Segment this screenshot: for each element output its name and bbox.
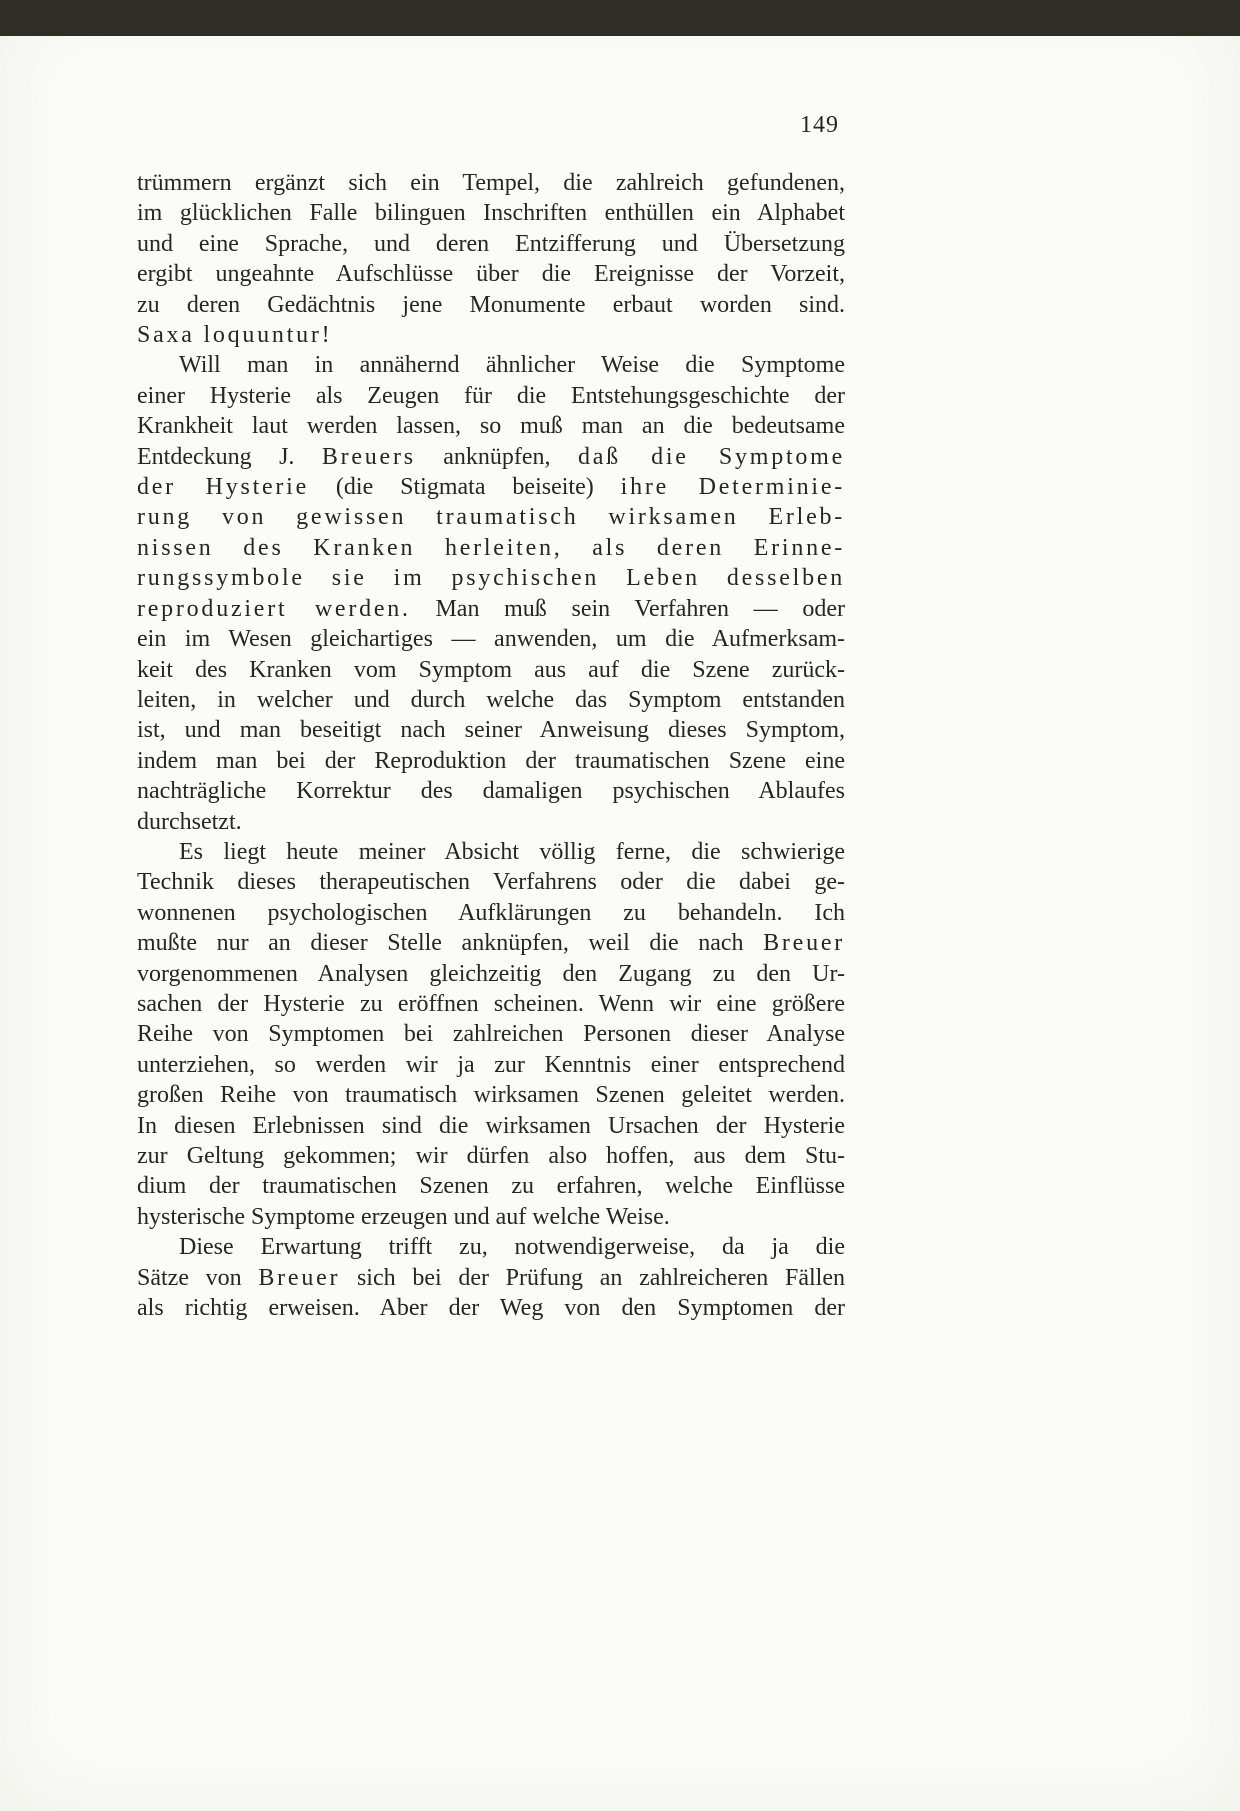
text-segment: trümmern ergänzt sich ein Tempel, die zahlreich gefundenen, (137, 170, 845, 196)
text-line (137, 1202, 845, 1232)
text-line (137, 168, 845, 198)
text-segment: ist, und man beseitigt nach seiner Anweisung dieses Symptom, (137, 717, 845, 744)
emphasized-spaced-text: Breuer (763, 930, 845, 957)
text-segment: durchsetzt. (137, 808, 242, 835)
text-segment: In diesen Erlebnissen sind die wirksamen Ursachen der Hysterie (137, 1112, 845, 1139)
text-segment: zu deren Gedächtnis jene Monumente erbaut worden sind. (137, 291, 845, 318)
text-line (137, 1141, 845, 1171)
text-line (137, 290, 845, 320)
text-segment: Diese Erwartung trifft zu, notwendigerweise, da ja die (179, 1234, 845, 1261)
emphasized-spaced-text: reproduziert werden. (137, 595, 411, 622)
emphasized-spaced-text: Breuer (258, 1264, 341, 1291)
text-segment: keit des Kranken vom Symptom aus auf die Szene zurück- (137, 656, 845, 683)
paragraph (137, 350, 845, 837)
text-segment: Reihe von Symptomen bei zahlreichen Personen dieser Analyse (137, 1021, 845, 1048)
text-segment: Man muß sein Verfahren — oder (410, 595, 845, 622)
text-line (137, 533, 845, 563)
emphasized-spaced-text: Breuers (321, 443, 416, 470)
text-line (137, 746, 845, 776)
text-segment: großen Reihe von traumatisch wirksamen Szenen geleitet werden. (137, 1082, 845, 1109)
emphasized-spaced-text: daß die Symptome (577, 443, 845, 470)
text-line (137, 837, 845, 867)
text-line (137, 259, 845, 289)
text-line (137, 411, 845, 441)
text-line (137, 472, 845, 502)
text-line (137, 807, 845, 837)
text-line (137, 1232, 845, 1262)
text-segment: (die Stigmata beiseite) (309, 474, 621, 501)
text-segment: hysterische Symptome erzeugen und auf welche Weise. (137, 1203, 670, 1230)
text-segment: und eine Sprache, und deren Entzifferung und Übersetzung (137, 230, 845, 257)
scan-top-band (0, 0, 1240, 36)
text-line (137, 381, 845, 411)
emphasized-spaced-text: nissen des Kranken herleiten, als deren Erinne- (137, 534, 845, 561)
text-line (137, 229, 845, 259)
text-segment: zur Geltung gekommen; wir dürfen also hoffen, aus dem Stu- (137, 1143, 845, 1169)
text-segment: ergibt ungeahnte Aufschlüsse über die Ereignisse der Vorzeit, (137, 261, 845, 288)
text-segment: mußte nur an dieser Stelle anknüpfen, weil die nach (137, 930, 764, 957)
text-line (137, 776, 845, 806)
emphasized-spaced-text: Saxa loquuntur! (137, 322, 333, 349)
text-segment: als richtig erweisen. Aber der Weg von den Symptomen der (137, 1295, 845, 1322)
text-block (137, 168, 845, 1323)
text-line (137, 959, 845, 989)
text-line (137, 898, 845, 928)
text-line (137, 594, 845, 624)
text-line (137, 1293, 845, 1323)
text-line (137, 350, 845, 380)
text-segment: sachen der Hysterie zu eröffnen scheinen. Wenn wir eine größere (137, 990, 845, 1017)
text-line (137, 685, 845, 715)
text-line (137, 867, 845, 897)
text-line (137, 442, 845, 472)
text-segment: unterziehen, so werden wir ja zur Kenntnis einer entsprechend (137, 1051, 845, 1078)
text-line (137, 715, 845, 745)
text-segment: Technik dieses therapeutischen Verfahrens oder die dabei ge- (137, 869, 845, 896)
text-line (137, 563, 845, 593)
text-line (137, 502, 845, 532)
text-segment: im glücklichen Falle bilinguen Inschriften enthüllen ein Alphabet (137, 200, 845, 227)
page-number: 149 (800, 112, 839, 138)
text-segment: Es liegt heute meiner Absicht völlig ferne, die schwierige (179, 838, 845, 865)
text-segment: Will man in annähernd ähnlicher Weise die Symptome (179, 352, 845, 379)
text-line (137, 989, 845, 1019)
paragraph (137, 168, 845, 350)
text-line (137, 1080, 845, 1110)
text-segment: anknüpfen, (415, 443, 578, 470)
text-segment: Sätze von (137, 1264, 259, 1291)
text-line (137, 1263, 845, 1293)
text-segment: einer Hysterie als Zeugen für die Entstehungsgeschichte der (137, 382, 845, 409)
text-segment: Entdeckung J. (137, 443, 322, 470)
paragraph (137, 1232, 845, 1323)
emphasized-spaced-text: rungssymbole sie im psychischen Leben desselben (137, 565, 845, 592)
text-line (137, 198, 845, 228)
text-line (137, 320, 845, 350)
text-segment: nachträgliche Korrektur des damaligen psychischen Ablaufes (137, 778, 845, 805)
text-segment: indem man bei der Reproduktion der traumatischen Szene eine (137, 747, 845, 774)
emphasized-spaced-text: rung von gewissen traumatisch wirksamen Erleb- (137, 504, 845, 531)
text-segment: ein im Wesen gleichartiges — anwenden, um die Aufmerksam- (137, 626, 845, 653)
text-segment: dium der traumatischen Szenen zu erfahren, welche Einflüsse (137, 1173, 845, 1200)
emphasized-spaced-text: der Hysterie (137, 474, 309, 501)
text-segment: leiten, in welcher und durch welche das Symptom entstanden (137, 686, 845, 713)
text-line (137, 624, 845, 654)
paragraph (137, 837, 845, 1232)
text-segment: wonnenen psychologischen Aufklärungen zu behandeln. Ich (137, 899, 845, 926)
text-line (137, 655, 845, 685)
text-line (137, 1111, 845, 1141)
text-line (137, 928, 845, 958)
text-segment: sich bei der Prüfung an zahlreicheren Fällen (340, 1264, 845, 1291)
text-line (137, 1019, 845, 1049)
text-segment: vorgenommenen Analysen gleichzeitig den Zugang zu den Ur- (137, 960, 845, 987)
text-segment: Krankheit laut werden lassen, so muß man an die bedeutsame (137, 413, 845, 440)
text-line (137, 1050, 845, 1080)
text-line (137, 1171, 845, 1201)
emphasized-spaced-text: ihre Determinie- (620, 474, 845, 501)
